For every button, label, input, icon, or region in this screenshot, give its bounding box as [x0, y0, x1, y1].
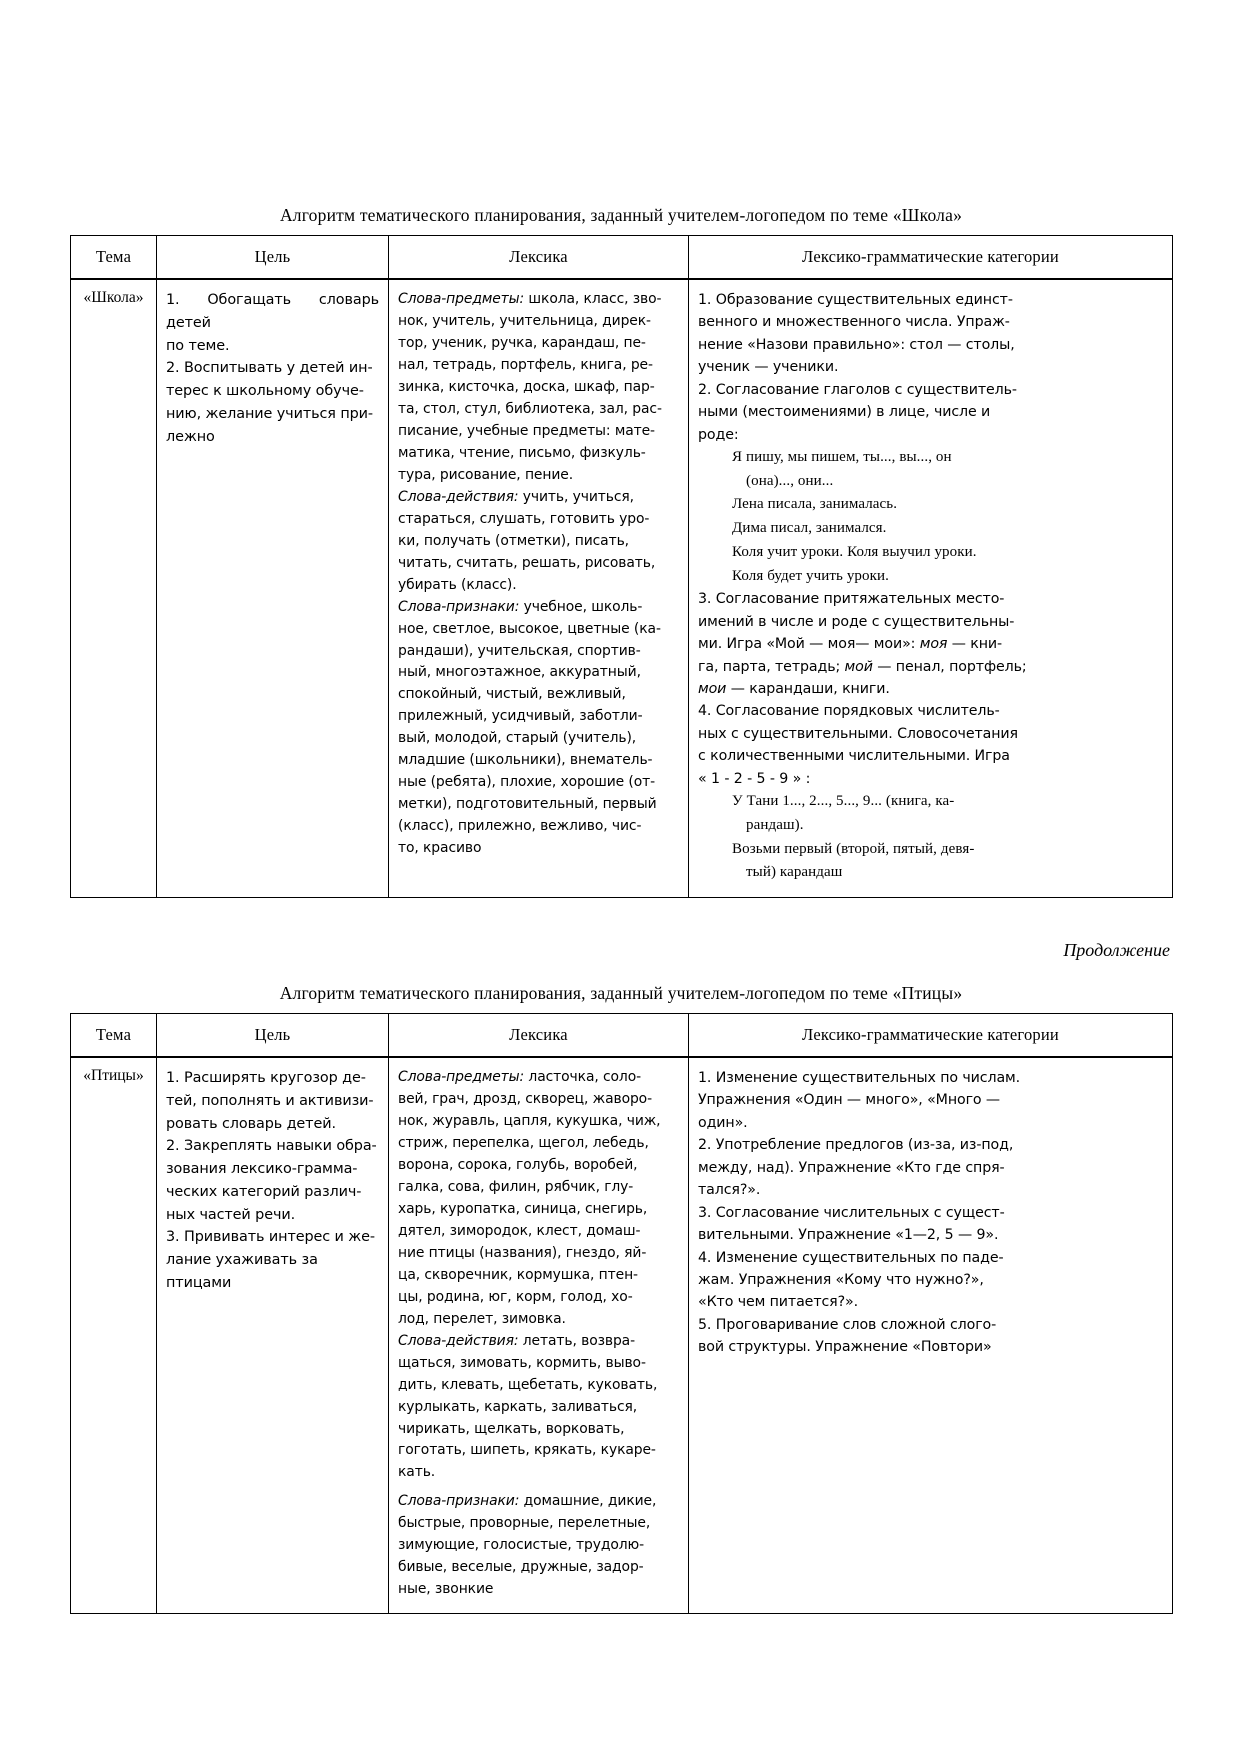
- table-caption-birds: Алгоритм тематического планирования, заданный учителем-логопедом по теме «Птицы»: [279, 983, 963, 1003]
- planning-table-birds: [70, 1013, 1173, 1614]
- column-header-goal: Цель: [157, 236, 389, 280]
- continuation-note: Продолжение: [1063, 940, 1170, 960]
- column-header-lexicon: Лексика: [389, 1014, 689, 1058]
- goal-text: 1. Обогащать словарь детей по теме. 2. Воспитывать у детей ин- терес к школьному обуче- нию, желание учиться при- лежно: [166, 292, 384, 445]
- table-block-birds: [70, 940, 1172, 1614]
- column-header-grammar: Лексико-грамматические категории: [689, 1014, 1173, 1058]
- cell-lexicon: [389, 1057, 689, 1614]
- cell-theme: «Птицы»: [71, 1057, 157, 1614]
- lexicon-text: Слова-предметы: школа, класс, зво- нок, учитель, учительница, дирек- тор, ученик, ручка, карандаш, пе- нал, тетрадь, портфель, книга, ре- зинка, кисточка, доска, шкаф, пар- та, стол, стул, библиотека, зал, рас- писание, учебные предметы: мате- матика, чтение, письмо, физкуль- тура, рисование, пение. Слова-действия: учить, учиться, стараться, слушать, готовить уро- ки, получать (отметки), писать, читать, считать, решать, рисовать, убирать (класс). Слова-признаки: учебное, школь- ное, светлое, высокое, цветные (ка- рандаши), учительская, спортив- ный, многоэтажное, аккуратный, спокойный, чистый, вежливый, прилежный, усидчивый, заботли- вый, молодой, старый (учитель), младшие (школьники), внематель- ные (ребята), плохие, хорошие (от- метки), подготовительный, первый (класс), прилежно, вежливо, чис- то, красиво: [398, 291, 662, 857]
- cell-goal: [157, 279, 389, 897]
- cell-grammar: [689, 279, 1173, 897]
- column-header-theme: Тема: [71, 1014, 157, 1058]
- cell-theme: «Школа»: [71, 279, 157, 897]
- cell-lexicon: [389, 279, 689, 897]
- lexicon-text: Слова-предметы: ласточка, соло- вей, грач, дрозд, скворец, жаворо- нок, журавль, цапля, кукушка, чиж, стриж, перепелка, щегол, лебедь, ворона, сорока, голубь, воробей, галка, сова, филин, рябчик, глу- харь, куропатка, синица, снегирь, дятел, зимородок, клест, домаш- ние птицы (названия), гнездо, яй- ца, скворечник, кормушка, птен- цы, родина, юг, корм, голод, хо- лод, перелет, зимовка. Слова-действия: летать, возвра- щаться, зимовать, кормить, выво- дить, клевать, щебетать, куковать, курлыкать, каркать, заливаться, чирикать, щелкать, ворковать, гоготать, шипеть, крякать, кукаре- кать. Слова-признаки: домашние, дикие, быстрые, проворные, перелетные, зимующие, голосистые, трудолю- бивые, веселые, дружные, задор- ные, звонкие: [398, 1069, 661, 1598]
- cell-goal: [157, 1057, 389, 1614]
- table-row: [71, 1057, 1173, 1614]
- table-header-row: [71, 236, 1173, 280]
- table-caption-school: Алгоритм тематического планирования, заданный учителем-логопедом по теме «Школа»: [279, 205, 963, 225]
- column-header-goal: Цель: [157, 1014, 389, 1058]
- column-header-theme: Тема: [71, 236, 157, 280]
- goal-text: 1. Расширять кругозор де- тей, пополнять и активизи- ровать словарь детей. 2. Закреплять навыки обра- зования лексико-грамма- ческих категорий различ- ных частей речи. 3. Прививать интерес и же- лание ухаживать за птицами: [166, 1070, 377, 1291]
- table-row: [71, 279, 1173, 897]
- grammar-text: 1. Изменение существительных по числам. Упражнения «Один — много», «Много — один». 2. Употребление предлогов (из-за, из-под, между, над). Упражнение «Кто где спря- тался?». 3. Согласование числительных с сущест- вительными. Упражнение «1—2, 5 — 9». 4. Изменение существительных по паде- жам. Упражнения «Кому что нужно?», «Кто чем питается?». 5. Проговаривание слов сложной слого- вой структуры. Упражнение «Повтори»: [698, 1070, 1021, 1356]
- table-header-row: [71, 1014, 1173, 1058]
- table-block-school: [70, 205, 1172, 898]
- planning-table-school: [70, 235, 1173, 898]
- cell-grammar: [689, 1057, 1173, 1614]
- column-header-grammar: Лексико-грамматические категории: [689, 236, 1173, 280]
- column-header-lexicon: Лексика: [389, 236, 689, 280]
- grammar-text: 1. Образование существительных единст- венного и множественного числа. Упраж- нение «Назови правильно»: стол — столы, ученик — ученики. 2. Согласование глаголов с существитель- ными (местоимениями) в лице, числе и роде: Я пишу, мы пишем, ты..., вы..., он (она)..., они... Лена писала, занималась. Дима писал, занимался. Коля учит уроки. Коля выучил уроки. Коля будет учить уроки. 3. Согласование притяжательных место- имений в числе и роде с существительны- ми. Игра «Мой — моя— мои»: моя — кни- га, парта, тетрадь; мой — пенал, портфель; мои — карандаши, книги. 4. Согласование порядковых числитель- ных с существительными. Словосочетания с количественными числительными. Игра « 1 - 2 - 5 - 9 » : У Тани 1..., 2..., 5..., 9... (книга, ка- рандаш). Возьми первый (второй, пятый, девя- тый) карандаш: [698, 292, 1027, 881]
